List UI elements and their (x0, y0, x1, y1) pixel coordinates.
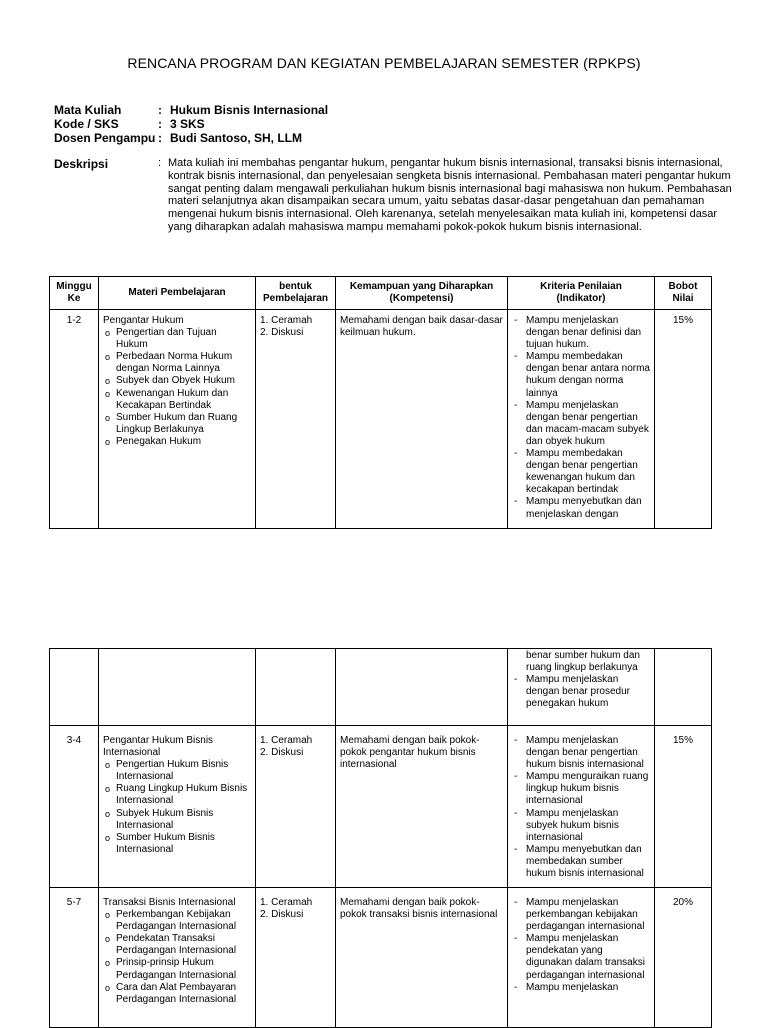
topic-title: Pengantar Hukum (103, 315, 184, 326)
week-cell: 1-2 (50, 310, 99, 529)
weight-cell: 15% (655, 726, 712, 888)
description-label: Deskripsi (54, 157, 109, 171)
subtopic-item: o Pengertian Hukum Bisnis Internasional (103, 759, 251, 783)
criteria-cell (508, 310, 655, 529)
competence-cell: Memahami dengan baik pokok-pokok transaksi bisnis internasional (336, 888, 508, 1028)
material-cell (99, 888, 256, 1028)
header-material: Materi Pembelajaran (99, 277, 256, 310)
criteria-item: - Mampu menguraikan ruang lingkup hukum bisnis internasional (512, 771, 650, 807)
method-cell (256, 888, 336, 1028)
subtopic-item: o Kewenangan Hukum dan Kecakapan Bertindak (103, 388, 251, 412)
table-row (50, 888, 712, 1028)
subtopic-item: o Subyek Hukum Bisnis Internasional (103, 808, 251, 832)
criteria-cell (508, 888, 655, 1028)
material-cell (99, 310, 256, 529)
competence-cell: Memahami dengan baik pokok-pokok pengantar hukum bisnis internasional (336, 726, 508, 888)
rpkps-table-part-2 (49, 648, 712, 1028)
method-item: 1. Ceramah (260, 897, 313, 908)
subtopic-item: o Cara dan Alat Pembayaran Perdagangan Internasional (103, 982, 251, 1006)
method-cell (256, 310, 336, 529)
subtopic-item: o Sumber Hukum dan Ruang Lingkup Berlakunya (103, 412, 251, 436)
criteria-item: - Mampu membedakan dengan benar antara norma hukum dengan norma lainnya (512, 351, 650, 399)
meta-colon: : (158, 103, 162, 117)
document-title: RENCANA PROGRAM DAN KEGIATAN PEMBELAJARAN SEMESTER (RPKPS) (127, 55, 641, 71)
table-row (50, 726, 712, 888)
rpkps-table-part-1 (49, 276, 712, 529)
week-cell (50, 649, 99, 726)
criteria-item: - Mampu membedakan dengan benar pengertian kewenangan hukum dan kecakapan bertindak (512, 448, 650, 496)
week-cell: 3-4 (50, 726, 99, 888)
method-item: 2. Diskusi (260, 327, 304, 339)
criteria-item: - Mampu menjelaskan dengan benar definisi dan tujuan hukum. (512, 315, 650, 351)
material-cell (99, 649, 256, 726)
subtopic-item: o Ruang Lingkup Hukum Bisnis Internasional (103, 783, 251, 807)
description-text: Mata kuliah ini membahas pengantar hukum, pengantar hukum bisnis internasional, transaksi bisnis internasional, kontrak bisnis internasional, dan penyelesaian sengketa bisnis internasional. Pembahasan materi pengantar hukum sangat penting dalam mengawali perkuliahan hukum bisnis internasional bagi mahasiswa non hukum. Pembahasan materi selanjutnya akan disampaikan secara umum, yaitu sebatas dasar-dasar pengetahuan dan pemahaman mengenai hukum bisnis internasional. Oleh karenanya, setelah menyelesaikan mata kuliah ini, kompetensi dasar yang diharapkan adalah mahasiswa mampu memahami pokok-pokok hukum bisnis internasional. (168, 157, 732, 233)
method-item: 2. Diskusi (260, 747, 304, 759)
weight-cell: 20% (655, 888, 712, 1028)
subtopic-item: o Sumber Hukum Bisnis Internasional (103, 832, 251, 856)
method-item: 1. Ceramah (260, 315, 313, 326)
criteria-item: - Mampu menjelaskan pendekatan yang digunakan dalam transaksi perdagangan internasional (512, 933, 650, 981)
method-item: 1. Ceramah (260, 735, 313, 746)
subtopic-item: o Penegakan Hukum (103, 436, 251, 448)
criteria-item: - Mampu menjelaskan dengan benar pengertian dan macam-macam subyek dan obyek hukum (512, 400, 650, 448)
method-item: 2. Diskusi (260, 909, 304, 921)
subtopic-item: o Subyek dan Obyek Hukum (103, 375, 251, 387)
criteria-item: - Mampu menyebutkan dan membedakan sumber hukum bisnis internasional (512, 844, 650, 880)
criteria-item: - Mampu menjelaskan dengan benar pengertian hukum bisnis internasional (512, 735, 650, 771)
material-cell (99, 726, 256, 888)
criteria-item: - Mampu menyebutkan dan menjelaskan dengan (512, 496, 650, 520)
method-cell (256, 726, 336, 888)
criteria-item: - Mampu menjelaskan perkembangan kebijakan perdagangan internasional (512, 897, 650, 933)
header-form: bentuk Pembelajaran (256, 277, 336, 310)
subtopic-item: o Perkembangan Kebijakan Perdagangan Internasional (103, 909, 251, 933)
description-colon: : (158, 157, 162, 169)
criteria-cell (508, 726, 655, 888)
meta-label: Mata Kuliah (54, 103, 122, 117)
header-criteria: Kriteria Penilaian (Indikator) (508, 277, 655, 310)
meta-colon: : (158, 117, 162, 131)
week-cell: 5-7 (50, 888, 99, 1028)
table-header-row (50, 277, 712, 310)
table-row-continuation (50, 649, 712, 726)
header-week: Minggu Ke (50, 277, 99, 310)
criteria-item: - Mampu menjelaskan (512, 982, 650, 994)
weight-cell: 15% (655, 310, 712, 529)
weight-cell (655, 649, 712, 726)
meta-label: Kode / SKS (54, 117, 119, 131)
topic-title: Pengantar Hukum Bisnis Internasional (103, 735, 214, 759)
header-competence: Kemampuan yang Diharapkan (Kompetensi) (336, 277, 508, 310)
competence-cell: Memahami dengan baik dasar-dasar keilmuan hukum. (336, 310, 508, 529)
table-row (50, 310, 712, 529)
meta-label: Dosen Pengampu (54, 131, 156, 145)
subtopic-item: o Pendekatan Transaksi Perdagangan Internasional (103, 933, 251, 957)
criteria-item: - Mampu menjelaskan dengan benar prosedur penegakan hukum (512, 674, 650, 710)
meta-colon: : (158, 131, 162, 145)
subtopic-item: o Pengertian dan Tujuan Hukum (103, 327, 251, 351)
topic-title: Transaksi Bisnis Internasional (103, 897, 236, 908)
subtopic-item: o Perbedaan Norma Hukum dengan Norma Lainnya (103, 351, 251, 375)
criteria-cell (508, 649, 655, 726)
meta-value: 3 SKS (170, 117, 205, 131)
criteria-item: benar sumber hukum dan ruang lingkup berlakunya (526, 650, 640, 674)
meta-value: Hukum Bisnis Internasional (170, 103, 329, 117)
competence-cell (336, 649, 508, 726)
header-weight: Bobot Nilai (655, 277, 712, 310)
meta-value: Budi Santoso, SH, LLM (170, 131, 302, 145)
method-cell (256, 649, 336, 726)
subtopic-item: o Prinsip-prinsip Hukum Perdagangan Internasional (103, 957, 251, 981)
criteria-item: - Mampu menjelaskan subyek hukum bisnis internasional (512, 808, 650, 844)
